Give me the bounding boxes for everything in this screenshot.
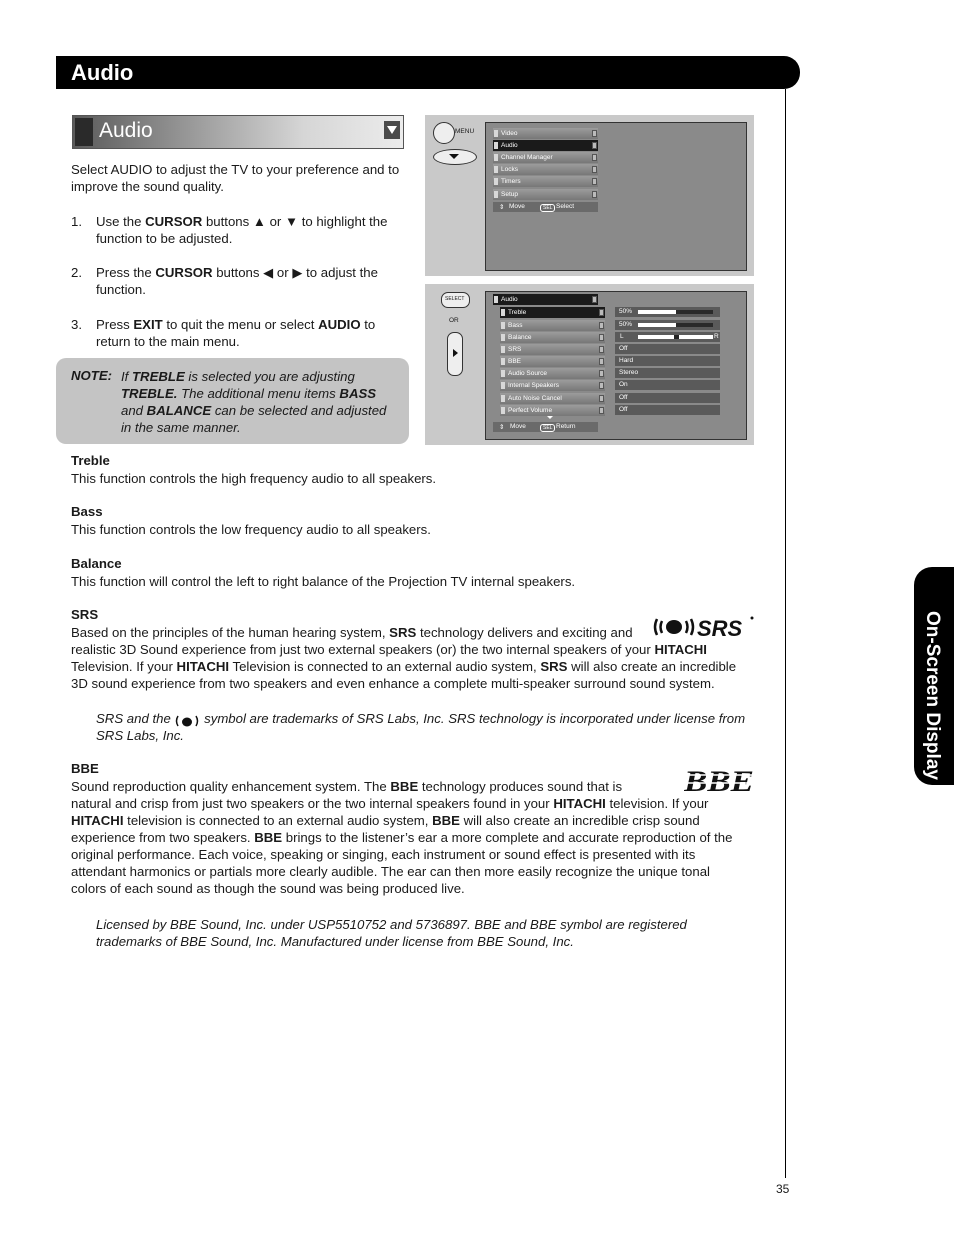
srs-symbol-icon xyxy=(174,714,200,726)
step-number: 2. xyxy=(71,265,82,280)
treble-text: This function controls the high frequency audio to all speakers. xyxy=(71,471,437,486)
select-button-label: SELECT xyxy=(445,296,465,302)
menu-item-timers[interactable]: Timers xyxy=(493,176,598,187)
bbe-heading: BBE xyxy=(71,761,99,776)
scroll-down-icon xyxy=(547,416,553,419)
footer-return: Return xyxy=(556,423,576,430)
or-label: OR xyxy=(449,317,459,324)
menu-button-label: MENU xyxy=(455,128,475,135)
menu-item-channel-manager[interactable]: Channel Manager xyxy=(493,152,598,163)
menu-button-icon xyxy=(433,122,455,144)
note-label: NOTE: xyxy=(71,368,113,383)
audio-item-audio-source[interactable]: Audio Source xyxy=(500,368,605,379)
audio-item-internal-speakers[interactable]: Internal Speakers xyxy=(500,380,605,391)
internal-speakers-value: On xyxy=(615,380,720,390)
menu-item-audio[interactable]: Audio xyxy=(493,140,598,151)
page-number: 35 xyxy=(776,1182,790,1196)
footer-move: Move xyxy=(510,423,526,430)
srs-trademark: SRS and the symbol are trademarks of SRS Labs, Inc. SRS technology is incorporated under license from xyxy=(96,711,746,726)
updown-icon: ⇕ xyxy=(499,424,505,431)
auto-noise-cancel-value: Off xyxy=(615,393,720,403)
bbe-license: Licensed by BBE Sound, Inc. under USP5510752 and 5736897. BBE and BBE symbol are registered trademarks of BBE Sound, Inc. Manufactured under license from BBE Sound, Inc. xyxy=(96,917,687,949)
bbe-logo xyxy=(684,766,756,794)
bass-value: 50% xyxy=(615,320,720,330)
step-text: Press the CURSOR buttons ◀ or ▶ to adjust the xyxy=(96,265,378,280)
step-number: 3. xyxy=(71,317,82,332)
audio-item-bass[interactable]: Bass xyxy=(500,320,605,331)
side-tab-label: On-Screen Display xyxy=(922,611,943,780)
audio-item-balance[interactable]: Balance xyxy=(500,332,605,343)
footer-move: Move xyxy=(509,203,525,210)
step-text: Press EXIT to quit the menu or select AUDIO to xyxy=(96,317,376,332)
step-number: 1. xyxy=(71,214,82,229)
triangle-down-icon xyxy=(449,154,459,159)
balance-heading: Balance xyxy=(71,556,122,571)
balance-left-label: L xyxy=(620,333,624,340)
intro-text: Select AUDIO to adjust the TV to your preference and to improve the sound quality. xyxy=(71,162,400,194)
treble-heading: Treble xyxy=(71,453,110,468)
bbe-text: Sound reproduction quality enhancement system. The BBE technology produces sound that is natural and crisp from just two speakers or the two internal speakers found in your HITACHI television. If your HITACHI television is connected to an external audio system, BBE will also create an incredible crisp sound experience from two speakers. BBE brings to the listener’s ear a more complete and accurate reproduction of the original performance. Each voice, speaking or singing, each instrument or sound effect is presented with its attendant harmonics or partials more clearly audible. The ear can then more easily recognize the unique tonal colors of each sound as though the sound was being produced live. xyxy=(71,779,733,896)
svg-text:SRS: SRS xyxy=(697,616,743,640)
step-text: return to the main menu. xyxy=(96,334,240,349)
bass-text: This function controls the low frequency audio to all speakers. xyxy=(71,522,431,537)
bass-heading: Bass xyxy=(71,504,103,519)
sel-icon: SEL xyxy=(540,424,555,432)
svg-text:BBE: BBE xyxy=(684,766,754,794)
bbe-value: Hard xyxy=(615,356,720,366)
bass-slider[interactable] xyxy=(638,323,713,327)
audio-item-treble[interactable]: Treble xyxy=(500,307,605,318)
treble-value: 50% xyxy=(615,307,720,317)
audio-item-auto-noise-cancel[interactable]: Auto Noise Cancel xyxy=(500,393,605,404)
srs-text: Based on the principles of the human hearing system, SRS technology delivers and exciting and realistic 3D Sound experience from just two external speakers (or) the two internal speakers of your HITACHI Television. If your HITACHI Television is connected to an external audio system, SRS will also create an incredible 3D sound experience from two speakers and even enhance a complete multi-speaker surround sound system. xyxy=(71,625,737,691)
audio-item-perfect-volume[interactable]: Perfect Volume xyxy=(500,405,605,416)
balance-slider[interactable] xyxy=(638,335,713,339)
menu-item-setup[interactable]: Setup xyxy=(493,189,598,200)
updown-icon: ⇕ xyxy=(499,204,505,211)
page-title: Audio xyxy=(71,60,134,85)
srs-logo xyxy=(653,614,755,640)
audio-item-bbe[interactable]: BBE xyxy=(500,356,605,367)
footer-select: Select xyxy=(556,203,575,210)
chevron-down-icon xyxy=(384,121,400,139)
sel-icon: SEL xyxy=(540,204,555,212)
audio-menu-title: Audio xyxy=(493,294,598,305)
perfect-volume-value: Off xyxy=(615,405,720,415)
note-text: If TREBLE is selected you are adjusting TREBLE. The additional menu items BASS and BALANCE can be selected and adjusted in the same manner. xyxy=(121,369,387,435)
srs-heading: SRS xyxy=(71,607,99,622)
audio-source-value: Stereo xyxy=(615,368,720,378)
balance-text: This function will control the left to right balance of the Projection TV internal speakers. xyxy=(71,574,576,589)
treble-slider[interactable] xyxy=(638,310,713,314)
srs-trademark-cont: SRS Labs, Inc. xyxy=(96,728,184,743)
balance-right-label: R xyxy=(714,333,719,340)
audio-item-srs[interactable]: SRS xyxy=(500,344,605,355)
menu-item-video[interactable]: Video xyxy=(493,128,598,139)
menu-item-locks[interactable]: Locks xyxy=(493,164,598,175)
srs-value: Off xyxy=(615,344,720,354)
step-text: Use the CURSOR buttons ▲ or ▼ to highlight the xyxy=(96,214,388,229)
step-text: function to be adjusted. xyxy=(96,231,233,246)
section-title: Audio xyxy=(99,119,153,142)
triangle-right-icon xyxy=(453,349,458,357)
header-bar xyxy=(56,56,800,89)
step-text: function. xyxy=(96,282,146,297)
vertical-rule xyxy=(785,89,786,1178)
